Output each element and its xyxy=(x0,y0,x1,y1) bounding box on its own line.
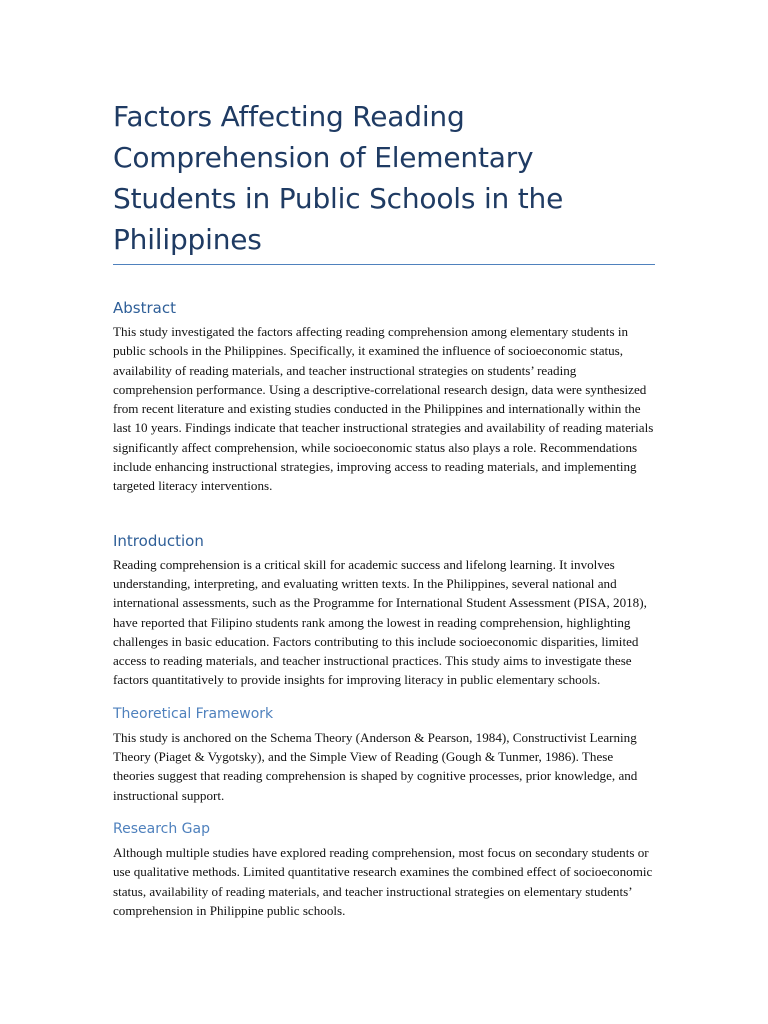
research-gap-text: Although multiple studies have explored reading comprehension, most focus on secondary students or use qualitative methods. Limited quantitative research examines the combined effect of socioeconomic status, availability of reading materials, and teacher instructional strategies on elementary students’ comprehension in Philippine public schools. xyxy=(113,844,653,918)
abstract-heading: Abstract xyxy=(113,299,176,317)
document-title: Factors Affecting Reading Comprehension of Elementary Students in Public Schools in the Philippines xyxy=(113,100,564,256)
research-gap-heading: Research Gap xyxy=(113,820,210,837)
theoretical-framework-heading: Theoretical Framework xyxy=(113,705,274,722)
theoretical-framework-text: This study is anchored on the Schema Theory (Anderson & Pearson, 1984), Constructivist Learning Theory (Piaget & Vygotsky), and the Simple View of Reading (Gough & Tunmer, 1986). These theories suggest that reading comprehension is shaped by cognitive processes, prior knowledge, and instructional support. xyxy=(113,729,638,803)
introduction-text: Reading comprehension is a critical skill for academic success and lifelong learning. It involves understanding, interpreting, and evaluating written texts. In the Philippines, several national and international assessments, such as the Programme for International Student Assessment (PISA, 2018), have reported that Filipino students rank among the lowest in reading comprehension, highlighting challenges in basic education. Factors contributing to this include socioeconomic disparities, limited access to reading materials, and teacher instructional practices. This study aims to investigate these factors quantitatively to provide insights for improving literacy in public elementary schools. xyxy=(113,556,647,688)
abstract-text: This study investigated the factors affecting reading comprehension among elementary students in public schools in the Philippines. Specifically, it examined the influence of socioeconomic status, availability of reading materials, and teacher instructional strategies on students’ reading comprehension performance. Using a descriptive-correlational research design, data were synthesized from recent literature and existing studies conducted in the Philippines and internationally within the last 10 years. Findings indicate that teacher instructional strategies and availability of reading materials significantly affect comprehension, while socioeconomic status also plays a role. Recommendations include enhancing instructional strategies, improving access to reading materials, and implementing targeted literacy interventions. xyxy=(113,324,654,494)
introduction-heading: Introduction xyxy=(113,531,204,550)
document-page xyxy=(113,0,657,920)
